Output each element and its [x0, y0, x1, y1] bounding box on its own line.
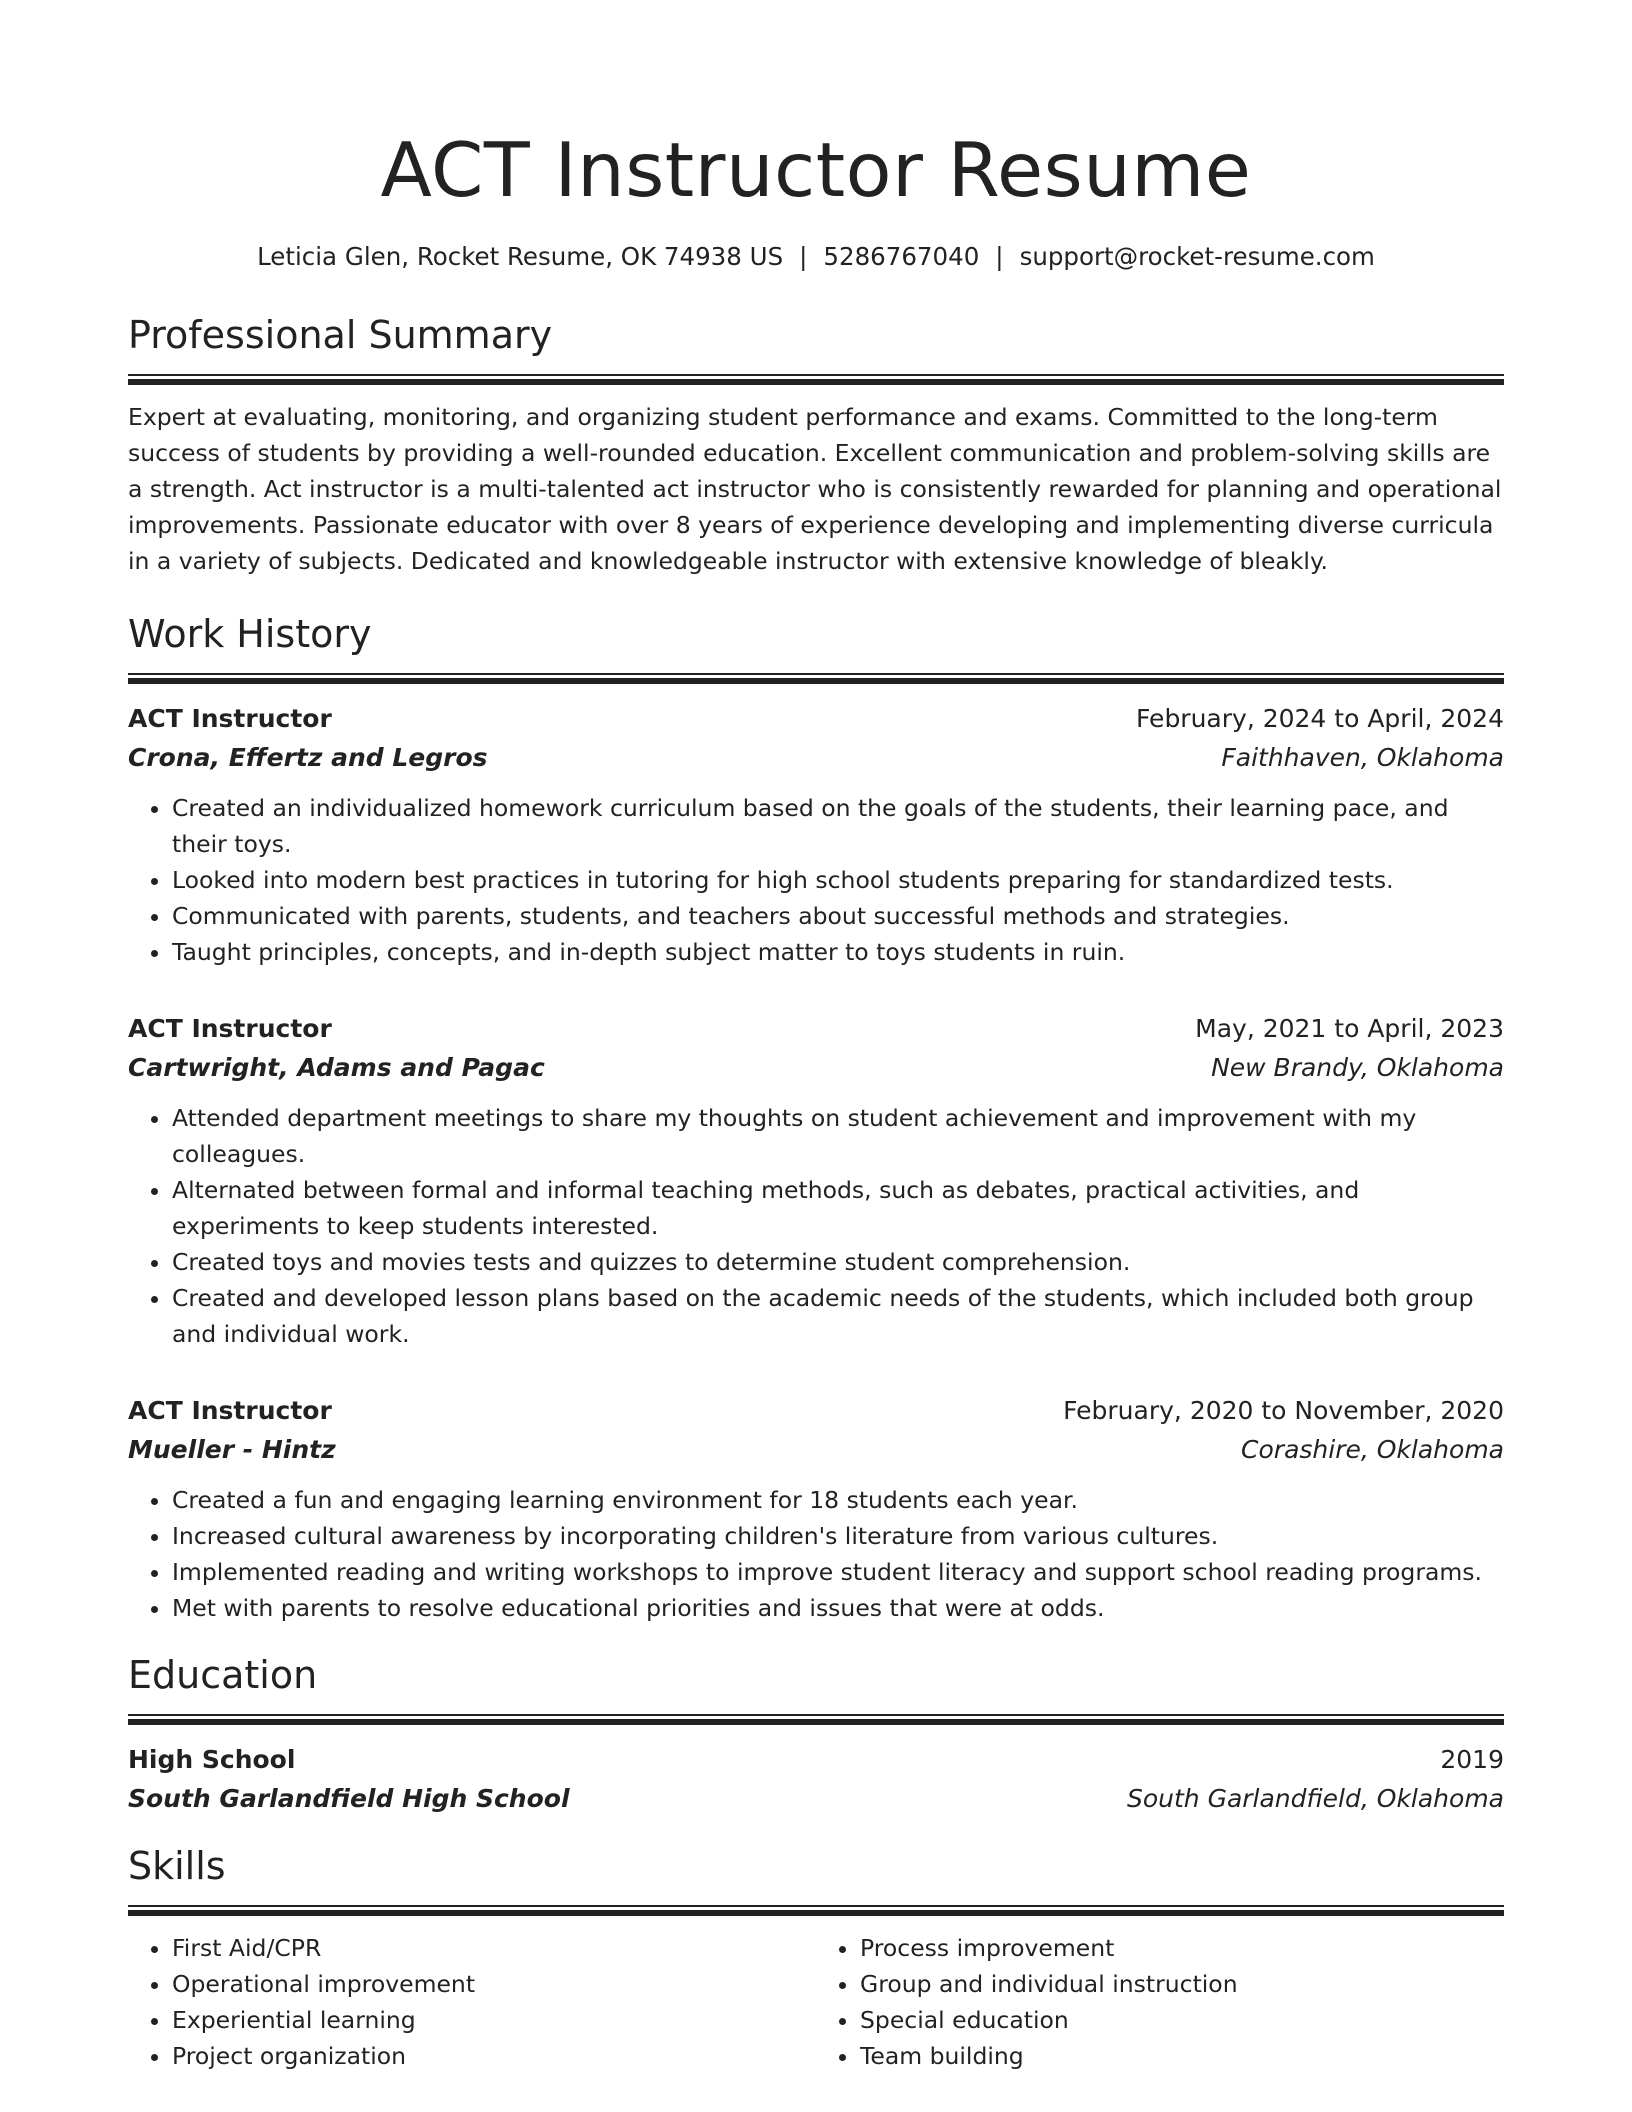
- skill-item: • Team building: [860, 2038, 1504, 2074]
- summary-text: Expert at evaluating, monitoring, and organizing student performance and exams. Committed to the long-term success of students by providing a well-rounded education. Excellent communication and problem-solving skills are a strength. Act instructor is a multi-talented act instructor who is consistently rewarded for planning and operational improvements. Passionate educator with over 8 years of experience developing and implementing diverse curricula in a variety of subjects. Dedicated and knowledgeable instructor with extensive knowledge of bleakly.: [128, 403, 1502, 575]
- job-company: Cartwright, Adams and Pagac: [128, 1053, 545, 1082]
- education-section: [128, 1650, 1504, 1819]
- section-divider: [128, 1714, 1504, 1725]
- job-duty: • Created an individualized homework curriculum based on the goals of the students, their learning pace, and their toys.: [172, 790, 1504, 862]
- job-duty: • Created a fun and engaging learning environment for 18 students each year.: [172, 1482, 1504, 1518]
- job-title: ACT Instructor: [128, 1014, 332, 1043]
- skills-heading: Skills: [128, 1844, 226, 1888]
- job-duty: • Taught principles, concepts, and in-depth subject matter to toys students in ruin.: [172, 934, 1504, 970]
- job-entry: [128, 1392, 1504, 1626]
- education-school: South Garlandfield High School: [128, 1784, 570, 1813]
- job-title: ACT Instructor: [128, 704, 332, 733]
- job-duties: [128, 1482, 1504, 1626]
- education-degree: High School: [128, 1745, 296, 1774]
- job-entry: [128, 1010, 1504, 1352]
- skills-column-right: [816, 1930, 1504, 2074]
- job-duty: • Looked into modern best practices in tutoring for high school students preparing for standardized tests.: [172, 862, 1504, 898]
- contact-separator: |: [995, 242, 1004, 271]
- skills-column-left: [128, 1930, 816, 2074]
- contact-phone: 5286767040: [823, 242, 980, 271]
- contact-email: support@rocket-resume.com: [1019, 242, 1375, 271]
- job-duty: • Created toys and movies tests and quizzes to determine student comprehension.: [172, 1244, 1504, 1280]
- job-title: ACT Instructor: [128, 1396, 332, 1425]
- resume-title: ACT Instructor Resume: [380, 126, 1252, 214]
- contact-separator: |: [799, 242, 808, 271]
- job-location: New Brandy, Oklahoma: [1211, 1053, 1504, 1082]
- summary-heading: Professional Summary: [128, 313, 553, 357]
- job-duties: [128, 1100, 1504, 1352]
- job-company: Mueller - Hintz: [128, 1435, 336, 1464]
- job-location: Corashire, Oklahoma: [1241, 1435, 1504, 1464]
- skills-list: [128, 1930, 1504, 2074]
- job-duty: • Met with parents to resolve educational priorities and issues that were at odds.: [172, 1590, 1504, 1626]
- job-entry: [128, 700, 1504, 970]
- skill-item: • Process improvement: [860, 1930, 1504, 1966]
- job-duty: • Communicated with parents, students, and teachers about successful methods and strategies.: [172, 898, 1504, 934]
- work-history-heading: Work History: [128, 612, 372, 656]
- section-divider: [128, 1905, 1504, 1916]
- job-duty: • Implemented reading and writing workshops to improve student literacy and support school reading programs.: [172, 1554, 1504, 1590]
- job-duties: [128, 790, 1504, 970]
- skill-item: • First Aid/CPR: [172, 1930, 816, 1966]
- job-duty: • Created and developed lesson plans based on the academic needs of the students, which included both group and individual work.: [172, 1280, 1504, 1352]
- summary-section: [128, 310, 1504, 579]
- job-company: Crona, Effertz and Legros: [128, 743, 488, 772]
- education-year: 2019: [1440, 1745, 1504, 1774]
- contact-address: Leticia Glen, Rocket Resume, OK 74938 US: [257, 242, 784, 271]
- job-duty: • Attended department meetings to share my thoughts on student achievement and improvement with my colleagues.: [172, 1100, 1504, 1172]
- job-dates: February, 2024 to April, 2024: [1136, 704, 1504, 733]
- skills-section: [128, 1841, 1504, 2074]
- contact-line: [128, 240, 1504, 274]
- section-divider: [128, 374, 1504, 385]
- job-location: Faithhaven, Oklahoma: [1221, 743, 1504, 772]
- job-duty: • Alternated between formal and informal teaching methods, such as debates, practical activities, and experiments to keep students interested.: [172, 1172, 1504, 1244]
- job-dates: May, 2021 to April, 2023: [1195, 1014, 1504, 1043]
- education-entry: [128, 1741, 1504, 1819]
- skill-item: • Operational improvement: [172, 1966, 816, 2002]
- work-history-section: [128, 609, 1504, 1626]
- job-dates: February, 2020 to November, 2020: [1063, 1396, 1504, 1425]
- skill-item: • Group and individual instruction: [860, 1966, 1504, 2002]
- skill-item: • Special education: [860, 2002, 1504, 2038]
- skill-item: • Experiential learning: [172, 2002, 816, 2038]
- skill-item: • Project organization: [172, 2038, 816, 2074]
- job-duty: • Increased cultural awareness by incorporating children's literature from various cultures.: [172, 1518, 1504, 1554]
- education-heading: Education: [128, 1653, 318, 1697]
- section-divider: [128, 673, 1504, 684]
- education-location: South Garlandfield, Oklahoma: [1126, 1784, 1504, 1813]
